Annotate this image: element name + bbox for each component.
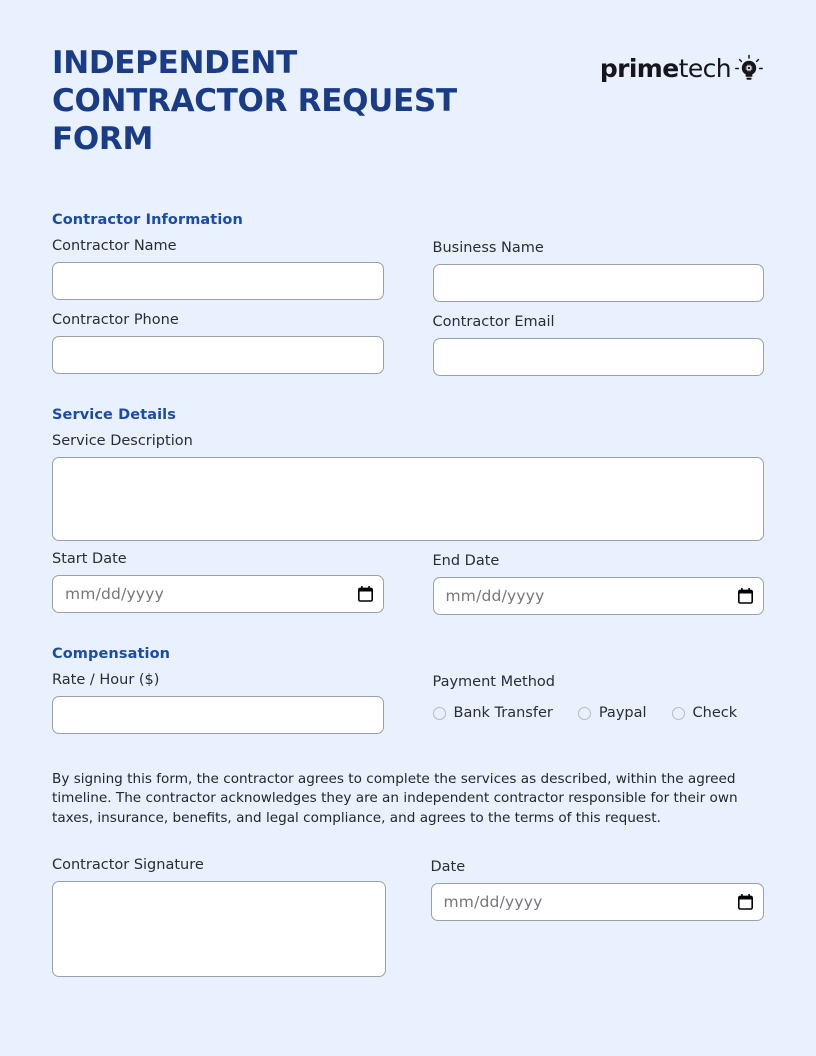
textarea-service-description[interactable] <box>52 457 764 541</box>
label-service-description: Service Description <box>52 433 193 449</box>
start-date-placeholder: mm/dd/yyyy <box>65 585 165 603</box>
end-date-column <box>433 541 765 615</box>
service-dates-row <box>52 541 764 615</box>
input-contractor-name[interactable] <box>52 262 384 300</box>
lightbulb-gear-icon <box>734 54 764 84</box>
compensation-row <box>52 662 764 734</box>
field-end-date <box>433 552 765 615</box>
section-heading-service-details: Service Details <box>52 407 176 423</box>
radio-option-check[interactable] <box>672 704 738 722</box>
radio-option-bank-transfer[interactable] <box>433 704 553 722</box>
signature-row <box>52 856 764 977</box>
input-signature-date[interactable] <box>431 883 765 921</box>
field-business-name <box>433 239 765 302</box>
field-payment-method <box>433 673 765 722</box>
radio-option-paypal[interactable] <box>578 704 647 722</box>
signature-date-placeholder: mm/dd/yyyy <box>443 893 543 912</box>
input-contractor-phone[interactable] <box>52 336 384 374</box>
input-business-name[interactable] <box>433 264 765 302</box>
input-start-date[interactable] <box>52 575 384 613</box>
field-contractor-name <box>52 237 384 300</box>
contractor-phone-column <box>52 302 384 376</box>
radio-label-bank-transfer: Bank Transfer <box>453 705 553 721</box>
date-input-signature-date[interactable] <box>431 883 765 921</box>
radio-label-check: Check <box>692 705 738 721</box>
label-payment-method: Payment Method <box>432 674 555 690</box>
input-rate-per-hour[interactable] <box>52 696 384 734</box>
contractor-row-1 <box>52 228 764 302</box>
label-contractor-name: Contractor Name <box>52 238 177 254</box>
label-signature-date: Date <box>430 859 466 876</box>
contractor-name-column <box>52 228 384 302</box>
label-business-name: Business Name <box>432 240 544 256</box>
signature-date-column <box>431 856 765 977</box>
logo-wordmark <box>600 55 731 83</box>
end-date-placeholder: mm/dd/yyyy <box>445 587 545 605</box>
section-heading-contractor-information: Contractor Information <box>52 212 243 228</box>
date-input-start-date[interactable] <box>52 575 384 613</box>
signature-column <box>52 856 386 977</box>
label-end-date: End Date <box>432 553 500 569</box>
payment-method-radio-group <box>433 704 765 722</box>
label-contractor-phone: Contractor Phone <box>52 312 179 328</box>
legal-agreement-text: By signing this form, the contractor agrees to complete the services as described, within the agreed timeline. The contractor acknowledges they are an independent contractor responsible for their own taxes, insurance, benefits, and legal compliance, and agrees to the terms of this request. <box>52 771 738 826</box>
label-contractor-email: Contractor Email <box>432 314 555 330</box>
field-contractor-email <box>433 313 765 376</box>
input-contractor-email[interactable] <box>433 338 765 376</box>
business-name-column <box>433 228 765 302</box>
field-contractor-phone <box>52 311 384 374</box>
radio-label-paypal: Paypal <box>598 705 647 721</box>
input-end-date[interactable] <box>433 577 765 615</box>
form-header <box>52 0 764 158</box>
signature-canvas[interactable] <box>52 881 386 977</box>
logo-text-tech: tech <box>678 54 731 83</box>
label-start-date: Start Date <box>52 551 127 567</box>
field-rate-per-hour <box>52 671 384 734</box>
radio-circle-icon[interactable] <box>578 707 591 720</box>
radio-circle-icon[interactable] <box>672 707 685 720</box>
contractor-row-2 <box>52 302 764 376</box>
field-service-description <box>52 432 764 541</box>
page-title: INDEPENDENT CONTRACTOR REQUEST FORM <box>52 45 457 157</box>
rate-column <box>52 662 384 734</box>
contractor-email-column <box>433 302 765 376</box>
label-contractor-signature: Contractor Signature <box>52 857 204 874</box>
primetech-logo <box>600 54 764 84</box>
section-heading-compensation: Compensation <box>52 646 171 662</box>
start-date-column <box>52 541 384 615</box>
date-input-end-date[interactable] <box>433 577 765 615</box>
field-start-date <box>52 550 384 613</box>
radio-circle-icon[interactable] <box>433 707 446 720</box>
payment-method-column <box>433 662 765 734</box>
label-rate-per-hour: Rate / Hour ($) <box>52 672 160 688</box>
logo-text-prime: prime <box>599 54 679 83</box>
